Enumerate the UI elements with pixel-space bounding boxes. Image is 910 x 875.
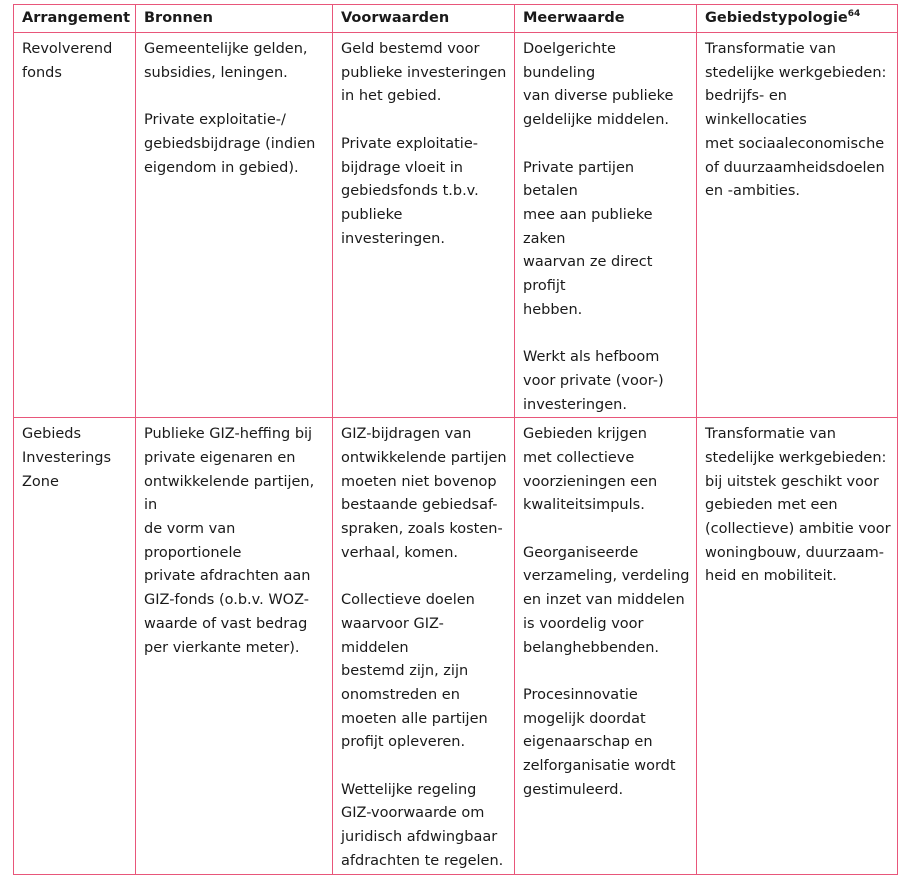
cell-arrangement [14, 33, 136, 418]
cell-bronnen [136, 418, 333, 874]
arrangements-table [13, 4, 898, 875]
table-row [14, 418, 898, 874]
cell-bronnen [136, 33, 333, 418]
gebiedstypologie-paragraph: Transformatie van stedelijke werkgebieden: bedrijfs- en winkellocaties met sociaaleconomische of duurzaamheidsdoelen en -ambities. [705, 41, 887, 200]
header-gebiedstypologie [697, 5, 898, 33]
arrangement-name: Gebieds Investerings Zone [22, 426, 112, 490]
cell-meerwaarde [515, 418, 697, 874]
meerwaarde-paragraph: Private partijen betalen mee aan publieke zaken waarvan ze direct profijt hebben. [523, 159, 653, 318]
header-voorwaarden: Voorwaarden [333, 5, 515, 33]
header-bronnen: Bronnen [136, 5, 333, 33]
meerwaarde-paragraph: Procesinnovatie mogelijk doordat eigenaarschap en zelforganisatie wordt gestimuleerd. [523, 686, 676, 798]
footnote-reference: 64 [847, 9, 861, 19]
meerwaarde-paragraph: Doelgerichte bundeling van diverse publieke geldelijke middelen. [523, 41, 674, 129]
voorwaarden-paragraph: Private exploitatie- bijdrage vloeit in gebiedsfonds t.b.v. publieke investeringen. [341, 135, 479, 247]
voorwaarden-paragraph: GIZ-bijdragen van ontwikkelende partijen moeten niet bovenop bestaande gebiedsaf- spraken, zoals kosten- verhaal, komen. [341, 426, 507, 561]
cell-meerwaarde [515, 33, 697, 418]
header-gebiedstypologie-label: Gebiedstypologie [705, 10, 848, 26]
meerwaarde-paragraph: Gebieden krijgen met collectieve voorzieningen een kwaliteitsimpuls. [523, 426, 658, 514]
bronnen-paragraph: Private exploitatie-/ gebiedsbijdrage (indien eigendom in gebied). [144, 112, 316, 176]
cell-arrangement [14, 418, 136, 874]
gebiedstypologie-paragraph: Transformatie van stedelijke werkgebieden: bij uitstek geschikt voor gebieden met een (collectieve) ambitie voor woningbouw, duurzaam- heid en mobiliteit. [705, 426, 891, 585]
cell-gebiedstypologie [697, 33, 898, 418]
meerwaarde-paragraph: Werkt als hefboom voor private (voor-) investeringen. [523, 349, 664, 413]
cell-voorwaarden [333, 418, 515, 874]
arrangement-name: Revolverend fonds [22, 41, 113, 81]
table-header-row [14, 5, 898, 33]
cell-voorwaarden [333, 33, 515, 418]
cell-gebiedstypologie [697, 418, 898, 874]
voorwaarden-paragraph: Wettelijke regeling GIZ-voorwaarde om juridisch afdwingbaar afdrachten te regelen. [341, 781, 504, 869]
voorwaarden-paragraph: Geld bestemd voor publieke investeringen in het gebied. [341, 41, 507, 105]
table-row [14, 33, 898, 418]
meerwaarde-paragraph: Georganiseerde verzameling, verdeling en inzet van middelen is voordelig voor belanghebbenden. [523, 544, 690, 656]
bronnen-paragraph: Gemeentelijke gelden, subsidies, leningen. [144, 41, 308, 81]
bronnen-paragraph: Publieke GIZ-heffing bij private eigenaren en ontwikkelende partijen, in de vorm van proportionele private afdrachten aan GIZ-fonds (o.b.v. WOZ- waarde of vast bedrag per vierkante meter). [144, 426, 315, 656]
header-meerwaarde: Meerwaarde [515, 5, 697, 33]
voorwaarden-paragraph: Collectieve doelen waarvoor GIZ-middelen bestemd zijn, zijn onomstreden en moeten alle partijen profijt opleveren. [341, 592, 488, 751]
header-arrangement: Arrangement [14, 5, 136, 33]
